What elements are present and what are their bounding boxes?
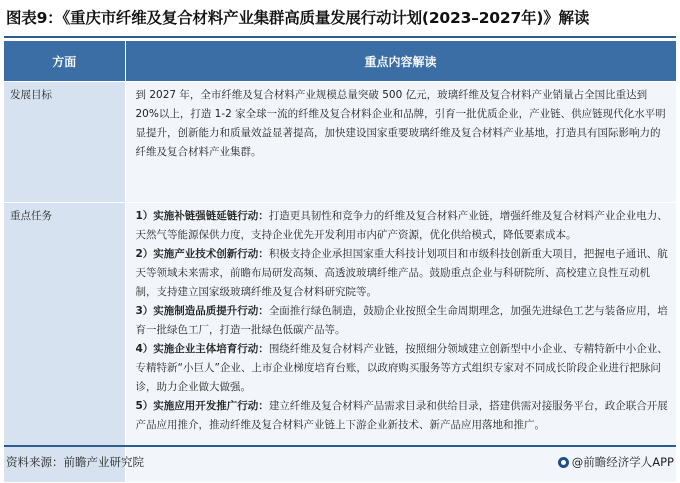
qianzhan-logo-icon: [558, 457, 569, 468]
task-paragraph: 2）实施产业技术创新行动：积极支持企业承担国家重大科技计划项目和市级科技创新重大项目，把握电子通讯、航天等领域未来需求，前瞻布局研发高频、高透波玻璃纤维产品。鼓励重点企业与科研院所、高校建立良性互动机制，支持建立国家级玻璃纤维及复合材料研究院等。: [135, 248, 668, 298]
task-paragraph: 1）实施补链强链延链行动：打造更具韧性和竞争力的纤维及复合材料产业链，增强纤维及复合材料产业企业电力、天然气等能源保供力度，支持企业优先开发利用市内矿产资源，优化供给模式，降低要素成本。: [135, 210, 668, 241]
policy-table: [4, 41, 677, 483]
task-paragraph: 5）实施应用开发推广行动：建立纤维及复合材料产品需求目录和供给目录，搭建供需对接服务平台，政企联合开展产品应用推介，推动纤维及复合材料产业链上下游企业新技术、新产品应用落地和推广。: [135, 400, 668, 431]
task-keyword: 3）实施制造品质提升行动：: [135, 305, 269, 317]
task-keyword: 2）实施产业技术创新行动：: [135, 248, 269, 260]
row-label-tasks: 重点任务: [4, 203, 125, 483]
table-row: [4, 203, 676, 483]
brand-credit: [558, 454, 674, 470]
source-note: 资料来源：前瞻产业研究院: [6, 455, 144, 469]
row-content-goals: [125, 82, 676, 203]
brand-label: @前瞻经济学人APP: [571, 455, 674, 469]
task-paragraph: 4）实施企业主体培育行动：围绕纤维及复合材料产业链，按照细分领域建立创新型中小企业、专精特新中小企业、专精特新“小巨人”企业、上市企业梯度培育台账，以政府购买服务等方式组织专家对不同成长阶段企业进行把脉问诊，助力企业做大做强。: [135, 343, 668, 393]
task-paragraph: 3）实施制造品质提升行动：全面推行绿色制造，鼓励企业按照全生命周期理念，加强先进绿色工艺与装备应用，培育一批绿色工厂，打造一批绿色低碳产品等。: [135, 305, 668, 336]
goal-paragraph: 到 2027 年，全市纤维及复合材料产业规模总量突破 500 亿元，玻璃纤维及复合材料产业销量占全国比重达到 20%以上，打造 1-2 家全球一流的纤维及复合材料企业和品牌，引育一批优质企业，产业链、供应链现代化水平明显提升，创新能力和质量效益显著提高，加快建设国家重要玻璃纤维及复合材料产业基地，打造具有国际影响力的纤维及复合材料产业集群。: [135, 89, 666, 158]
task-keyword: 5）实施应用开发推广行动：: [135, 400, 269, 412]
table-header-row: [4, 41, 676, 82]
top-rule: [4, 36, 676, 38]
row-label-goals: 发展目标: [4, 82, 125, 203]
row-content-tasks: [125, 203, 676, 483]
bottom-rule: [4, 445, 676, 447]
task-keyword: 1）实施补链强链延链行动：: [135, 210, 269, 222]
task-keyword: 4）实施企业主体培育行动：: [135, 343, 269, 355]
table-row: [4, 82, 676, 203]
header-content: 重点内容解读: [125, 41, 676, 82]
header-aspect: 方面: [4, 41, 125, 82]
page-title: 图表9：《重庆市纤维及复合材料产业集群高质量发展行动计划(2023–2027年)》解读: [6, 9, 590, 27]
